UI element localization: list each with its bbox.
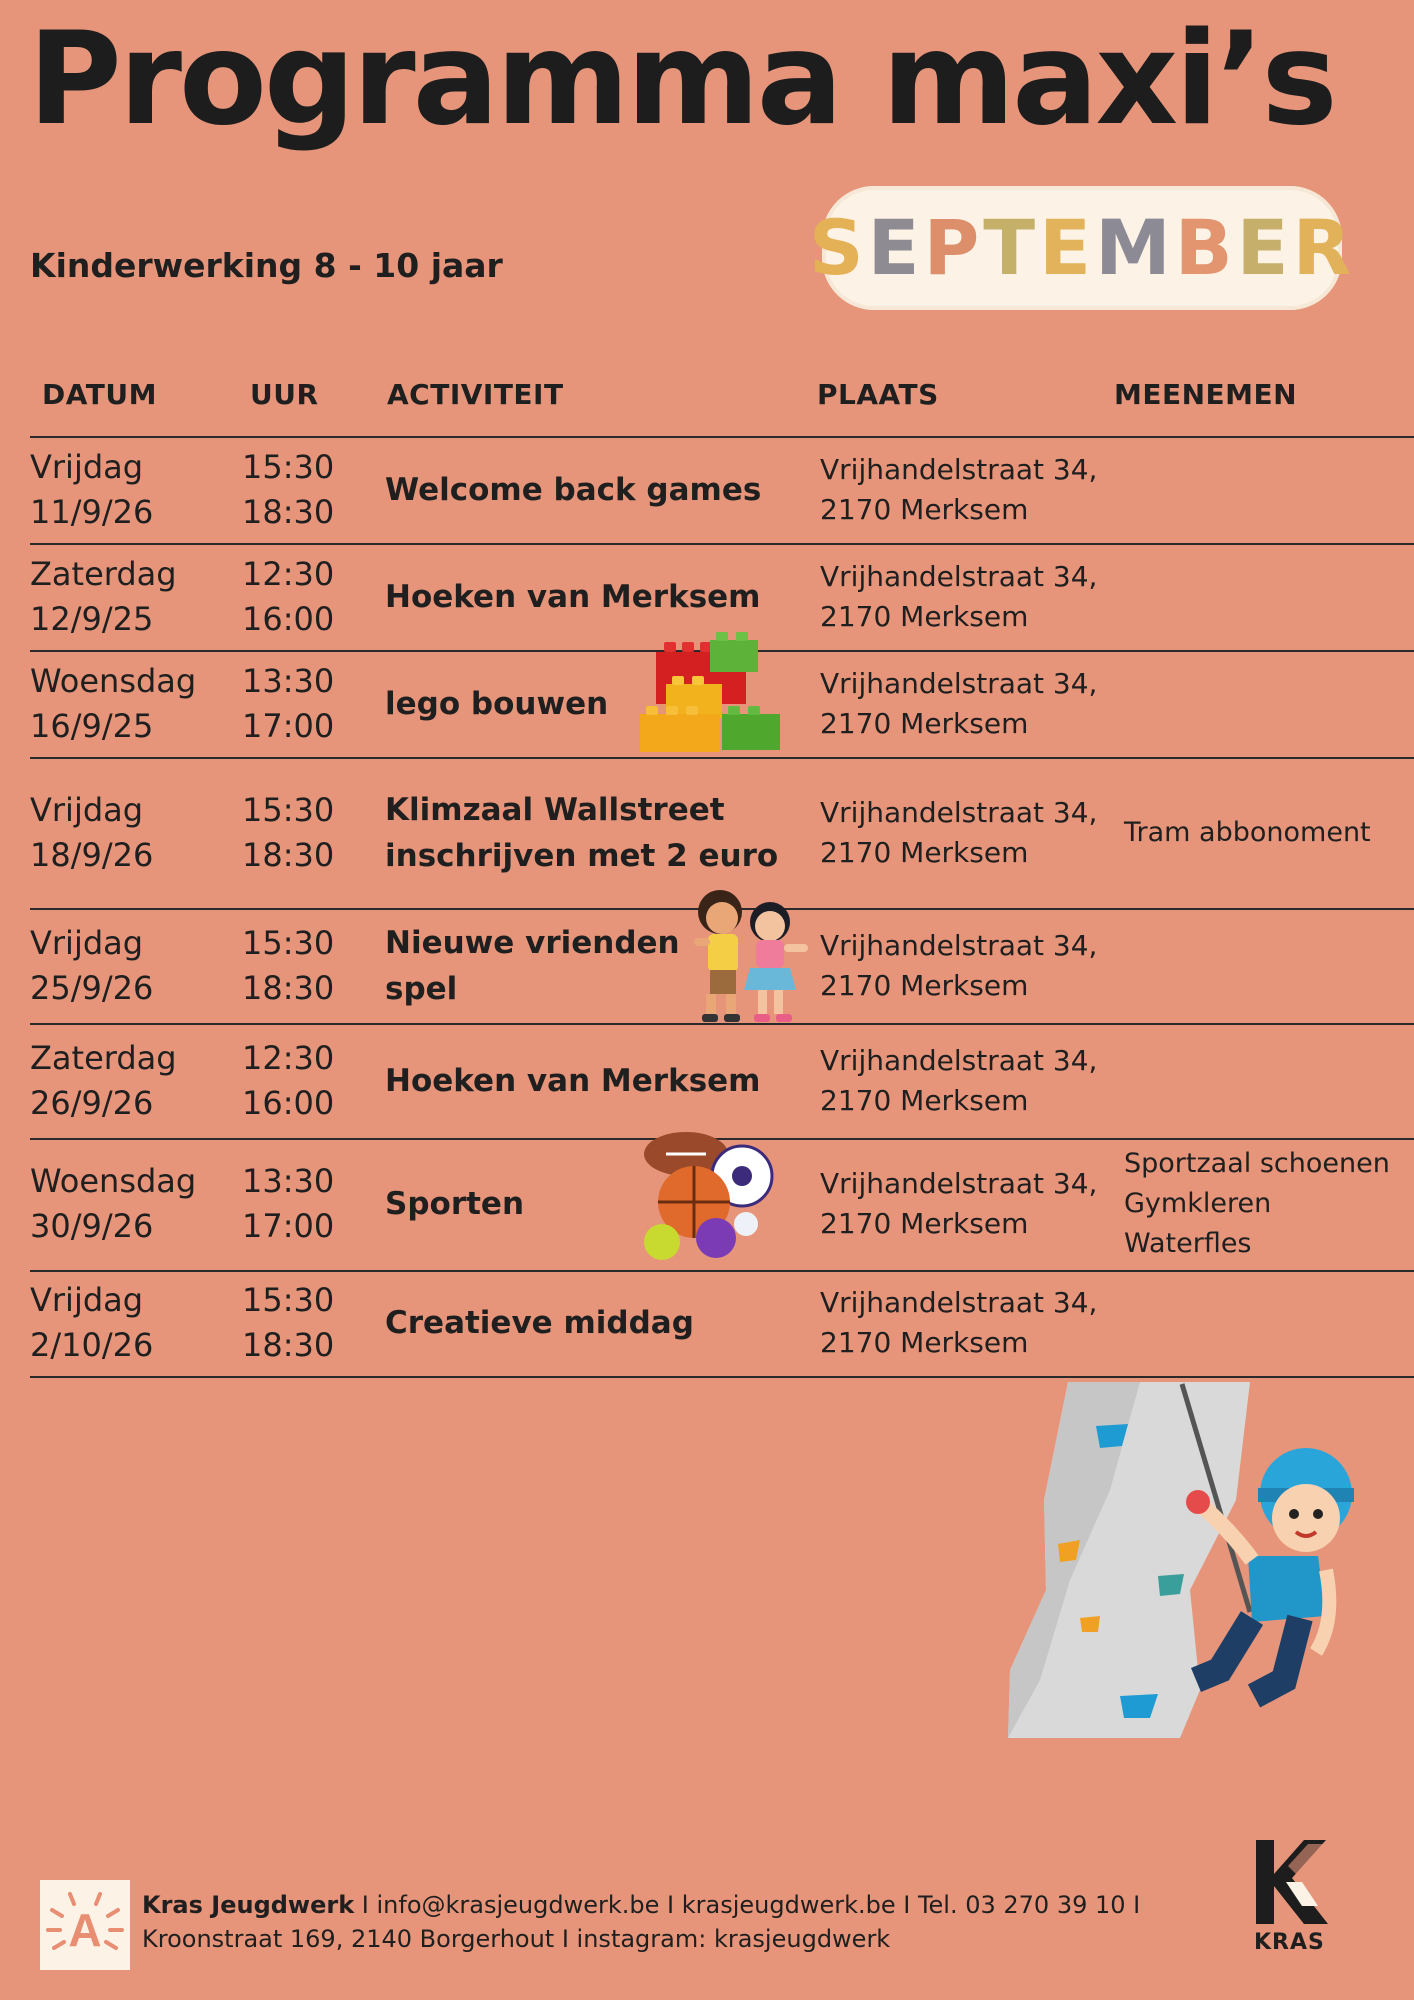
lego-bricks-icon bbox=[636, 630, 786, 756]
row-place: Vrijhandelstraat 34, bbox=[820, 928, 1098, 962]
footer-contact-line2: Kroonstraat 169, 2140 Borgerhout I instagram: krasjeugdwerk bbox=[142, 1925, 891, 1953]
row-bring: Waterfles bbox=[1124, 1228, 1252, 1259]
row-activity: spel bbox=[385, 970, 458, 1007]
row-day: Vrijdag bbox=[30, 447, 144, 486]
row-end: 18:30 bbox=[242, 492, 335, 531]
row-end: 18:30 bbox=[242, 1326, 335, 1364]
month-letter: T bbox=[983, 203, 1040, 292]
row-place: 2170 Merksem bbox=[820, 706, 1029, 740]
row-activity: Hoeken van Merksem bbox=[385, 1062, 761, 1099]
row-date: 2/10/26 bbox=[30, 1326, 154, 1364]
row-start: 15:30 bbox=[242, 923, 335, 962]
row-activity: Sporten bbox=[385, 1186, 525, 1222]
row-day: Woensdag bbox=[30, 661, 197, 700]
row-activity: Nieuwe vrienden bbox=[385, 924, 680, 961]
row-activity: Hoeken van Merksem bbox=[385, 578, 761, 615]
row-place: Vrijhandelstraat 34, bbox=[820, 1167, 1098, 1200]
header-uur: UUR bbox=[250, 378, 319, 411]
row-place: 2170 Merksem bbox=[820, 1326, 1029, 1359]
row-start: 13:30 bbox=[242, 661, 335, 700]
row-end: 16:00 bbox=[242, 1083, 335, 1122]
row-date: 12/9/25 bbox=[30, 599, 154, 638]
header-activiteit: ACTIVITEIT bbox=[387, 378, 564, 411]
row-bring: Tram abbonoment bbox=[1124, 816, 1371, 848]
row-divider bbox=[30, 1376, 1414, 1378]
row-bring: Gymkleren bbox=[1124, 1188, 1272, 1219]
row-day: Zaterdag bbox=[30, 554, 177, 593]
row-date: 26/9/26 bbox=[30, 1083, 154, 1122]
kids-friends-icon bbox=[680, 882, 818, 1028]
row-place: 2170 Merksem bbox=[820, 492, 1029, 526]
row-start: 15:30 bbox=[242, 447, 335, 486]
row-end: 16:00 bbox=[242, 599, 335, 638]
row-end: 17:00 bbox=[242, 706, 335, 745]
row-bring: Sportzaal schoenen bbox=[1124, 1148, 1390, 1179]
header-meenemen: MEENEMEN bbox=[1114, 378, 1298, 411]
month-letter: S bbox=[808, 203, 868, 292]
row-start: 15:30 bbox=[242, 790, 335, 829]
row-start: 13:30 bbox=[242, 1162, 335, 1200]
row-day: Vrijdag bbox=[30, 923, 144, 962]
month-letter: M bbox=[1095, 203, 1175, 292]
month-badge bbox=[808, 186, 1356, 310]
row-place: Vrijhandelstraat 34, bbox=[820, 452, 1098, 486]
row-place: Vrijhandelstraat 34, bbox=[820, 1286, 1098, 1319]
row-place: 2170 Merksem bbox=[820, 835, 1029, 869]
row-divider bbox=[30, 436, 1414, 438]
header-plaats: PLAATS bbox=[817, 378, 939, 411]
row-place: Vrijhandelstraat 34, bbox=[820, 666, 1098, 700]
row-place: Vrijhandelstraat 34, bbox=[820, 1043, 1098, 1077]
row-place: 2170 Merksem bbox=[820, 1207, 1029, 1240]
climbing-kid-icon bbox=[1000, 1380, 1380, 1740]
month-letter: B bbox=[1174, 203, 1237, 292]
row-activity: lego bouwen bbox=[385, 685, 609, 722]
antwerp-a-logo-icon bbox=[40, 1880, 130, 1970]
month-letter: E bbox=[867, 203, 924, 292]
row-activity: Welcome back games bbox=[385, 471, 762, 508]
month-letter: P bbox=[923, 203, 984, 292]
row-day: Vrijdag bbox=[30, 1281, 144, 1319]
row-divider bbox=[30, 757, 1414, 759]
row-day: Vrijdag bbox=[30, 790, 144, 829]
row-start: 12:30 bbox=[242, 554, 335, 593]
kras-logo-icon bbox=[1252, 1836, 1332, 1928]
footer-org: Kras Jeugdwerk bbox=[142, 1891, 355, 1919]
row-end: 17:00 bbox=[242, 1207, 335, 1245]
row-end: 18:30 bbox=[242, 835, 335, 874]
month-letter: R bbox=[1292, 203, 1356, 292]
row-place: 2170 Merksem bbox=[820, 599, 1029, 633]
row-start: 12:30 bbox=[242, 1038, 335, 1077]
row-place: 2170 Merksem bbox=[820, 1083, 1029, 1117]
footer-contact-line1: I info@krasjeugdwerk.be I krasjeugdwerk.be I Tel. 03 270 39 10 I bbox=[354, 1891, 1141, 1919]
header-datum: DATUM bbox=[42, 378, 157, 411]
svg-text:A: A bbox=[68, 1904, 102, 1956]
row-date: 30/9/26 bbox=[30, 1207, 154, 1245]
row-activity: inschrijven met 2 euro bbox=[385, 837, 779, 874]
month-letter: E bbox=[1236, 203, 1293, 292]
page-subtitle: Kinderwerking 8 - 10 jaar bbox=[30, 246, 503, 285]
row-date: 16/9/25 bbox=[30, 706, 154, 745]
row-place: 2170 Merksem bbox=[820, 968, 1029, 1002]
row-day: Zaterdag bbox=[30, 1038, 177, 1077]
row-date: 18/9/26 bbox=[30, 835, 154, 874]
row-date: 25/9/26 bbox=[30, 968, 154, 1007]
month-letter: E bbox=[1039, 203, 1096, 292]
row-activity: Klimzaal Wallstreet bbox=[385, 791, 725, 828]
row-end: 18:30 bbox=[242, 968, 335, 1007]
row-place: Vrijhandelstraat 34, bbox=[820, 559, 1098, 593]
row-start: 15:30 bbox=[242, 1281, 335, 1319]
footer-contact bbox=[142, 1888, 1140, 1956]
row-divider bbox=[30, 1270, 1414, 1272]
row-divider bbox=[30, 543, 1414, 545]
row-date: 11/9/26 bbox=[30, 492, 154, 531]
row-activity: Creatieve middag bbox=[385, 1305, 694, 1341]
row-place: Vrijhandelstraat 34, bbox=[820, 795, 1098, 829]
page-title: Programma maxi’s bbox=[28, 5, 1335, 154]
row-day: Woensdag bbox=[30, 1162, 197, 1200]
sports-balls-icon bbox=[636, 1124, 786, 1264]
kras-label: KRAS bbox=[1254, 1930, 1325, 1955]
month-label bbox=[808, 203, 1356, 292]
